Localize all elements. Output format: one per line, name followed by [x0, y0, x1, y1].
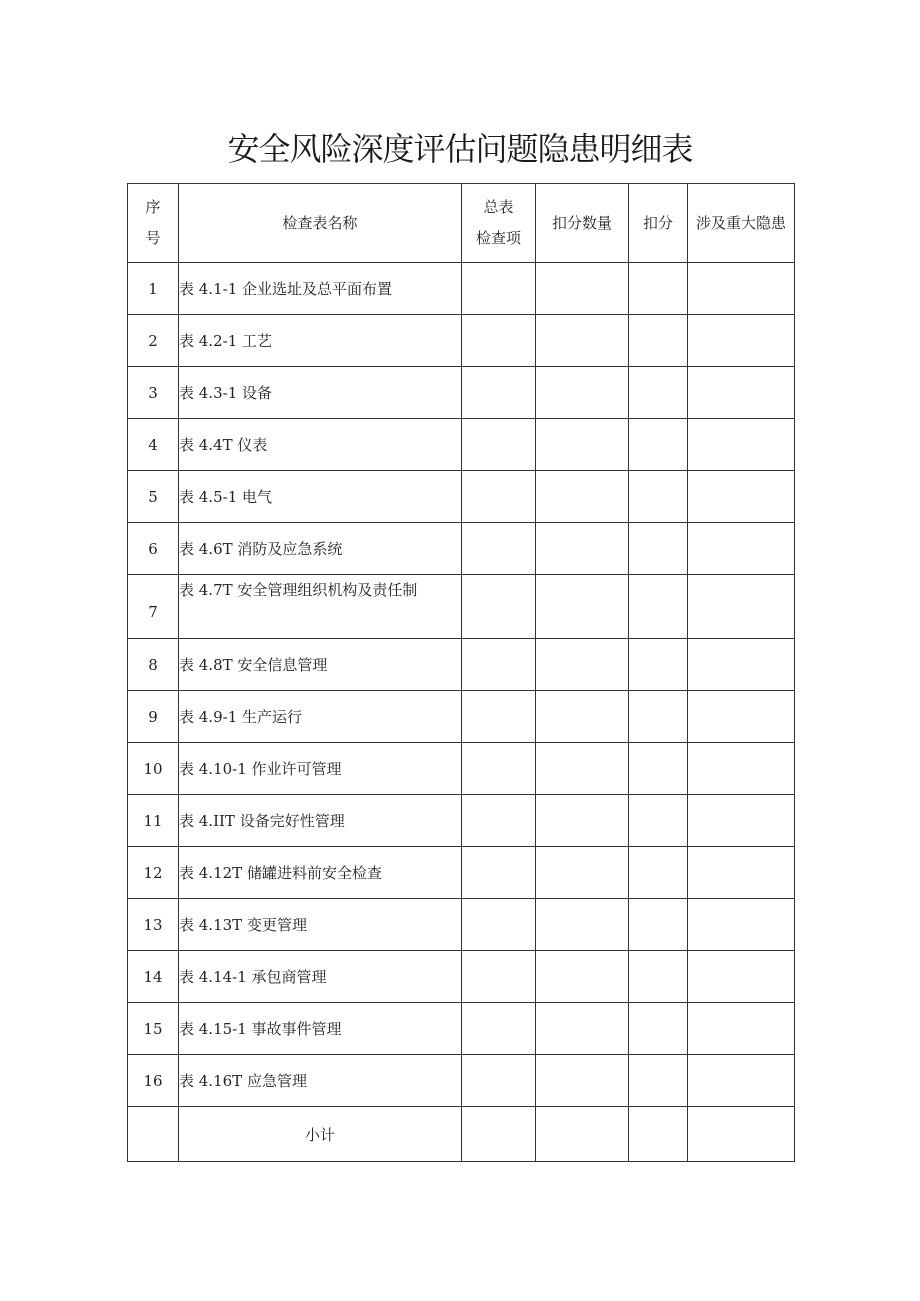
- count-cell[interactable]: [536, 1003, 629, 1055]
- header-total: [462, 184, 536, 263]
- header-score: 扣分: [629, 184, 688, 263]
- count-cell[interactable]: [536, 847, 629, 899]
- count-cell[interactable]: [536, 691, 629, 743]
- table-row: [128, 575, 795, 639]
- major-cell[interactable]: [688, 743, 795, 795]
- total-cell[interactable]: [462, 263, 536, 315]
- table-row: [128, 315, 795, 367]
- table-row: [128, 419, 795, 471]
- table-row: [128, 899, 795, 951]
- table-row: [128, 691, 795, 743]
- total-cell[interactable]: [462, 639, 536, 691]
- name-cell: 表 4.10-1 作业许可管理: [179, 743, 462, 795]
- major-cell[interactable]: [688, 951, 795, 1003]
- seq-cell: 6: [128, 523, 179, 575]
- table-row: [128, 1003, 795, 1055]
- name-cell: 表 4.15-1 事故事件管理: [179, 1003, 462, 1055]
- total-cell[interactable]: [462, 419, 536, 471]
- count-cell[interactable]: [536, 523, 629, 575]
- subtotal-count-cell[interactable]: [536, 1107, 629, 1162]
- score-cell[interactable]: [629, 575, 688, 639]
- name-cell: 表 4.5-1 电气: [179, 471, 462, 523]
- count-cell[interactable]: [536, 315, 629, 367]
- seq-cell: 12: [128, 847, 179, 899]
- total-cell[interactable]: [462, 1003, 536, 1055]
- count-cell[interactable]: [536, 951, 629, 1003]
- major-cell[interactable]: [688, 795, 795, 847]
- subtotal-major-cell[interactable]: [688, 1107, 795, 1162]
- name-cell: 表 4.12T 储罐进料前安全检查: [179, 847, 462, 899]
- page-title: 安全风险深度评估问题隐患明细表: [227, 130, 693, 168]
- seq-cell: 7: [128, 575, 179, 639]
- table-header-row: [128, 184, 795, 263]
- seq-cell: 8: [128, 639, 179, 691]
- major-cell[interactable]: [688, 523, 795, 575]
- score-cell[interactable]: [629, 951, 688, 1003]
- total-cell[interactable]: [462, 951, 536, 1003]
- score-cell[interactable]: [629, 419, 688, 471]
- name-cell: 表 4.2-1 工艺: [179, 315, 462, 367]
- score-cell[interactable]: [629, 847, 688, 899]
- count-cell[interactable]: [536, 263, 629, 315]
- total-cell[interactable]: [462, 899, 536, 951]
- name-cell: 表 4.6T 消防及应急系统: [179, 523, 462, 575]
- seq-cell: 10: [128, 743, 179, 795]
- seq-cell: 11: [128, 795, 179, 847]
- major-cell[interactable]: [688, 575, 795, 639]
- subtotal-seq-cell: [128, 1107, 179, 1162]
- score-cell[interactable]: [629, 523, 688, 575]
- name-cell: 表 4.14-1 承包商管理: [179, 951, 462, 1003]
- score-cell[interactable]: [629, 639, 688, 691]
- total-cell[interactable]: [462, 847, 536, 899]
- major-cell[interactable]: [688, 1055, 795, 1107]
- header-major: 涉及重大隐患: [688, 184, 795, 263]
- score-cell[interactable]: [629, 691, 688, 743]
- table-row: [128, 367, 795, 419]
- seq-cell: 2: [128, 315, 179, 367]
- score-cell[interactable]: [629, 471, 688, 523]
- count-cell[interactable]: [536, 419, 629, 471]
- table-row: [128, 639, 795, 691]
- major-cell[interactable]: [688, 367, 795, 419]
- name-cell: 表 4.16T 应急管理: [179, 1055, 462, 1107]
- header-name: 检查表名称: [179, 184, 462, 263]
- subtotal-score-cell[interactable]: [629, 1107, 688, 1162]
- name-cell: 表 4.3-1 设备: [179, 367, 462, 419]
- seq-cell: 16: [128, 1055, 179, 1107]
- table-row: [128, 847, 795, 899]
- total-cell[interactable]: [462, 471, 536, 523]
- major-cell[interactable]: [688, 899, 795, 951]
- seq-cell: 4: [128, 419, 179, 471]
- name-cell: 表 4.13T 变更管理: [179, 899, 462, 951]
- table-row: [128, 471, 795, 523]
- major-cell[interactable]: [688, 847, 795, 899]
- seq-cell: 13: [128, 899, 179, 951]
- hazard-detail-table: [127, 183, 795, 1162]
- seq-cell: 9: [128, 691, 179, 743]
- score-cell[interactable]: [629, 743, 688, 795]
- count-cell[interactable]: [536, 367, 629, 419]
- count-cell[interactable]: [536, 899, 629, 951]
- total-cell[interactable]: [462, 691, 536, 743]
- total-cell[interactable]: [462, 1055, 536, 1107]
- score-cell[interactable]: [629, 315, 688, 367]
- table-row: [128, 951, 795, 1003]
- subtotal-label: 小计: [179, 1107, 462, 1162]
- major-cell[interactable]: [688, 263, 795, 315]
- total-cell[interactable]: [462, 523, 536, 575]
- score-cell[interactable]: [629, 1055, 688, 1107]
- name-cell: 表 4.4T 仪表: [179, 419, 462, 471]
- seq-cell: 15: [128, 1003, 179, 1055]
- count-cell[interactable]: [536, 471, 629, 523]
- header-total-line2: 检查项: [475, 229, 521, 247]
- table-row: [128, 1055, 795, 1107]
- major-cell[interactable]: [688, 419, 795, 471]
- major-cell[interactable]: [688, 471, 795, 523]
- total-cell[interactable]: [462, 575, 536, 639]
- header-seq: [128, 184, 179, 263]
- count-cell[interactable]: [536, 795, 629, 847]
- major-cell[interactable]: [688, 691, 795, 743]
- total-cell[interactable]: [462, 743, 536, 795]
- seq-cell: 14: [128, 951, 179, 1003]
- table-row: [128, 795, 795, 847]
- header-seq-line2: 号: [145, 229, 161, 247]
- score-cell[interactable]: [629, 795, 688, 847]
- total-cell[interactable]: [462, 795, 536, 847]
- table-row: [128, 743, 795, 795]
- count-cell[interactable]: [536, 743, 629, 795]
- table-row: [128, 263, 795, 315]
- score-cell[interactable]: [629, 367, 688, 419]
- subtotal-total-cell[interactable]: [462, 1107, 536, 1162]
- major-cell[interactable]: [688, 315, 795, 367]
- name-cell: 表 4.8T 安全信息管理: [179, 639, 462, 691]
- score-cell[interactable]: [629, 899, 688, 951]
- score-cell[interactable]: [629, 1003, 688, 1055]
- seq-cell: 3: [128, 367, 179, 419]
- name-cell: 表 4.7T 安全管理组织机构及责任制: [179, 575, 462, 639]
- major-cell[interactable]: [688, 639, 795, 691]
- count-cell[interactable]: [536, 1055, 629, 1107]
- header-seq-line1: 序: [145, 198, 161, 216]
- score-cell[interactable]: [629, 263, 688, 315]
- header-count: 扣分数量: [536, 184, 629, 263]
- count-cell[interactable]: [536, 575, 629, 639]
- table-row: [128, 523, 795, 575]
- seq-cell: 5: [128, 471, 179, 523]
- major-cell[interactable]: [688, 1003, 795, 1055]
- count-cell[interactable]: [536, 639, 629, 691]
- total-cell[interactable]: [462, 367, 536, 419]
- subtotal-row: [128, 1107, 795, 1162]
- name-cell: 表 4.1-1 企业选址及总平面布置: [179, 263, 462, 315]
- name-cell: 表 4.IIT 设备完好性管理: [179, 795, 462, 847]
- name-cell: 表 4.9-1 生产运行: [179, 691, 462, 743]
- header-total-line1: 总表: [483, 198, 514, 216]
- total-cell[interactable]: [462, 315, 536, 367]
- seq-cell: 1: [128, 263, 179, 315]
